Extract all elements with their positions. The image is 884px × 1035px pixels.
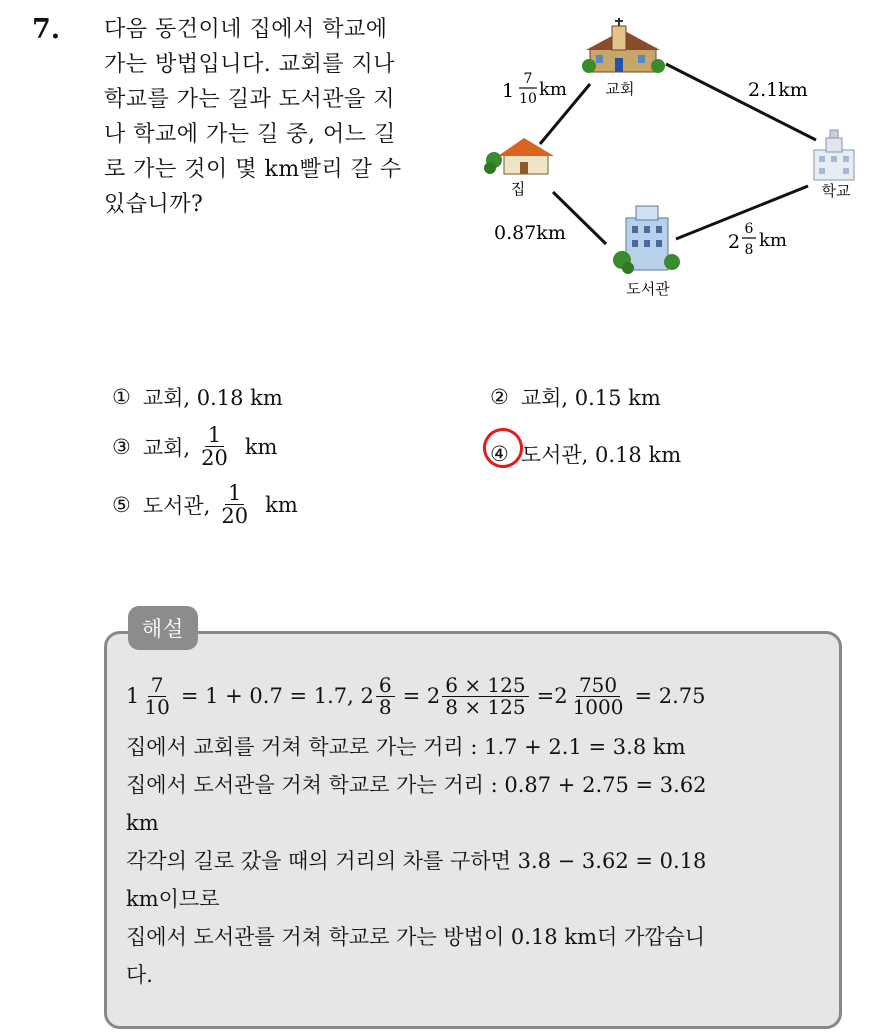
distance-num: 6 bbox=[744, 221, 754, 237]
question-line: 로 가는 것이 몇 km빨리 갈 수 bbox=[104, 157, 402, 182]
choice-5[interactable] bbox=[112, 482, 298, 527]
solution-line: km이므로 bbox=[126, 887, 220, 911]
fraction-den: 10 bbox=[144, 694, 170, 719]
library-label: 도서관 bbox=[626, 280, 670, 298]
distance-whole: 1 bbox=[502, 80, 515, 102]
house-icon bbox=[484, 138, 554, 174]
house-label: 집 bbox=[510, 180, 526, 198]
choice-unit: km bbox=[265, 492, 298, 517]
solution-line: 다. bbox=[126, 963, 153, 987]
fraction-den: 20 bbox=[201, 446, 228, 471]
road-church-school bbox=[666, 64, 816, 140]
eq-fraction bbox=[376, 672, 395, 719]
distance-church-school: 2.1km bbox=[748, 79, 808, 101]
solution-label: 해설 bbox=[128, 606, 198, 650]
question-line: 가는 방법입니다. 교회를 지나 bbox=[104, 52, 395, 77]
fraction-den: 1000 bbox=[572, 694, 624, 719]
route-map bbox=[478, 14, 862, 304]
choice-fraction bbox=[218, 482, 251, 527]
fraction-den: 8 × 125 bbox=[445, 694, 526, 719]
eq-fraction bbox=[442, 672, 528, 719]
solution-equation bbox=[126, 664, 826, 728]
choice-mark: ④ bbox=[490, 442, 509, 466]
choice-mark: ② bbox=[490, 385, 509, 409]
question-line: 다음 동건이네 집에서 학교에 bbox=[104, 17, 388, 42]
eq-whole: 1 bbox=[126, 684, 140, 708]
fraction-num: 6 bbox=[376, 675, 395, 697]
solution-line: 집에서 도서관를 거쳐 학교로 가는 방법이 0.18 km더 가깝습니 bbox=[126, 925, 706, 949]
eq-fraction bbox=[141, 672, 172, 719]
distance-unit: km bbox=[759, 230, 787, 251]
distance-house-library: 0.87km bbox=[494, 222, 566, 244]
fraction-num: 7 bbox=[148, 675, 167, 697]
solution-content bbox=[126, 664, 826, 994]
eq-fraction bbox=[570, 672, 627, 719]
solution-line: km bbox=[126, 811, 159, 835]
choice-text: 도서관, bbox=[142, 493, 211, 518]
distance-whole: 2 bbox=[728, 231, 741, 253]
choice-unit: km bbox=[244, 434, 278, 459]
choice-mark: ① bbox=[112, 385, 131, 409]
choice-text: 도서관, 0.18 km bbox=[520, 443, 682, 467]
school-label: 학교 bbox=[821, 182, 851, 200]
distance-house-church bbox=[502, 71, 567, 107]
library-icon bbox=[613, 206, 680, 274]
road-library-school bbox=[676, 186, 808, 239]
question-text bbox=[104, 12, 454, 222]
choice-mark: ⑤ bbox=[112, 492, 131, 517]
question-line: 나 학교에 가는 길 중, 어느 길 bbox=[104, 122, 396, 147]
question-number: 7. bbox=[32, 14, 61, 45]
choice-text: 교회, 0.18 km bbox=[142, 386, 283, 410]
choice-1[interactable] bbox=[112, 382, 283, 412]
choice-mark: ③ bbox=[112, 434, 131, 459]
fraction-num: 750 bbox=[576, 675, 620, 697]
question-line: 학교를 가는 길과 도서관을 지 bbox=[104, 87, 395, 112]
choice-fraction bbox=[198, 424, 231, 469]
solution-line: 집에서 도서관을 거쳐 학교로 가는 거리 : 0.87 + 2.75 = 3.62 bbox=[126, 773, 707, 797]
fraction-num: 1 bbox=[205, 424, 224, 447]
distance-num: 7 bbox=[523, 71, 533, 87]
choice-text: 교회, bbox=[142, 435, 191, 460]
fraction-den: 8 bbox=[378, 694, 392, 719]
fraction-num: 1 bbox=[225, 482, 244, 505]
distance-den: 8 bbox=[744, 242, 754, 258]
fraction-den: 20 bbox=[221, 504, 249, 529]
distance-unit: km bbox=[539, 79, 567, 100]
choice-3[interactable] bbox=[112, 424, 277, 469]
solution-line: 각각의 길로 갔을 때의 거리의 차를 구하면 3.8 − 3.62 = 0.18 bbox=[126, 849, 707, 873]
church-label: 교회 bbox=[605, 80, 635, 98]
distance-den: 10 bbox=[519, 91, 537, 107]
choice-2[interactable] bbox=[490, 382, 661, 412]
fraction-num: 6 × 125 bbox=[442, 675, 528, 697]
question-line: 있습니까? bbox=[104, 192, 204, 217]
distance-library-school bbox=[728, 221, 787, 258]
church-icon bbox=[582, 18, 665, 73]
eq-text: = 2.75 bbox=[634, 684, 706, 708]
choice-text: 교회, 0.15 km bbox=[520, 386, 661, 410]
eq-text: =2 bbox=[536, 684, 568, 708]
solution-line: 집에서 교회를 거쳐 학교로 가는 거리 : 1.7 + 2.1 = 3.8 km bbox=[126, 735, 686, 759]
school-icon bbox=[814, 130, 854, 180]
eq-text: = 2 bbox=[402, 684, 441, 708]
eq-text: = 1 + 0.7 = 1.7, 2 bbox=[180, 684, 374, 708]
